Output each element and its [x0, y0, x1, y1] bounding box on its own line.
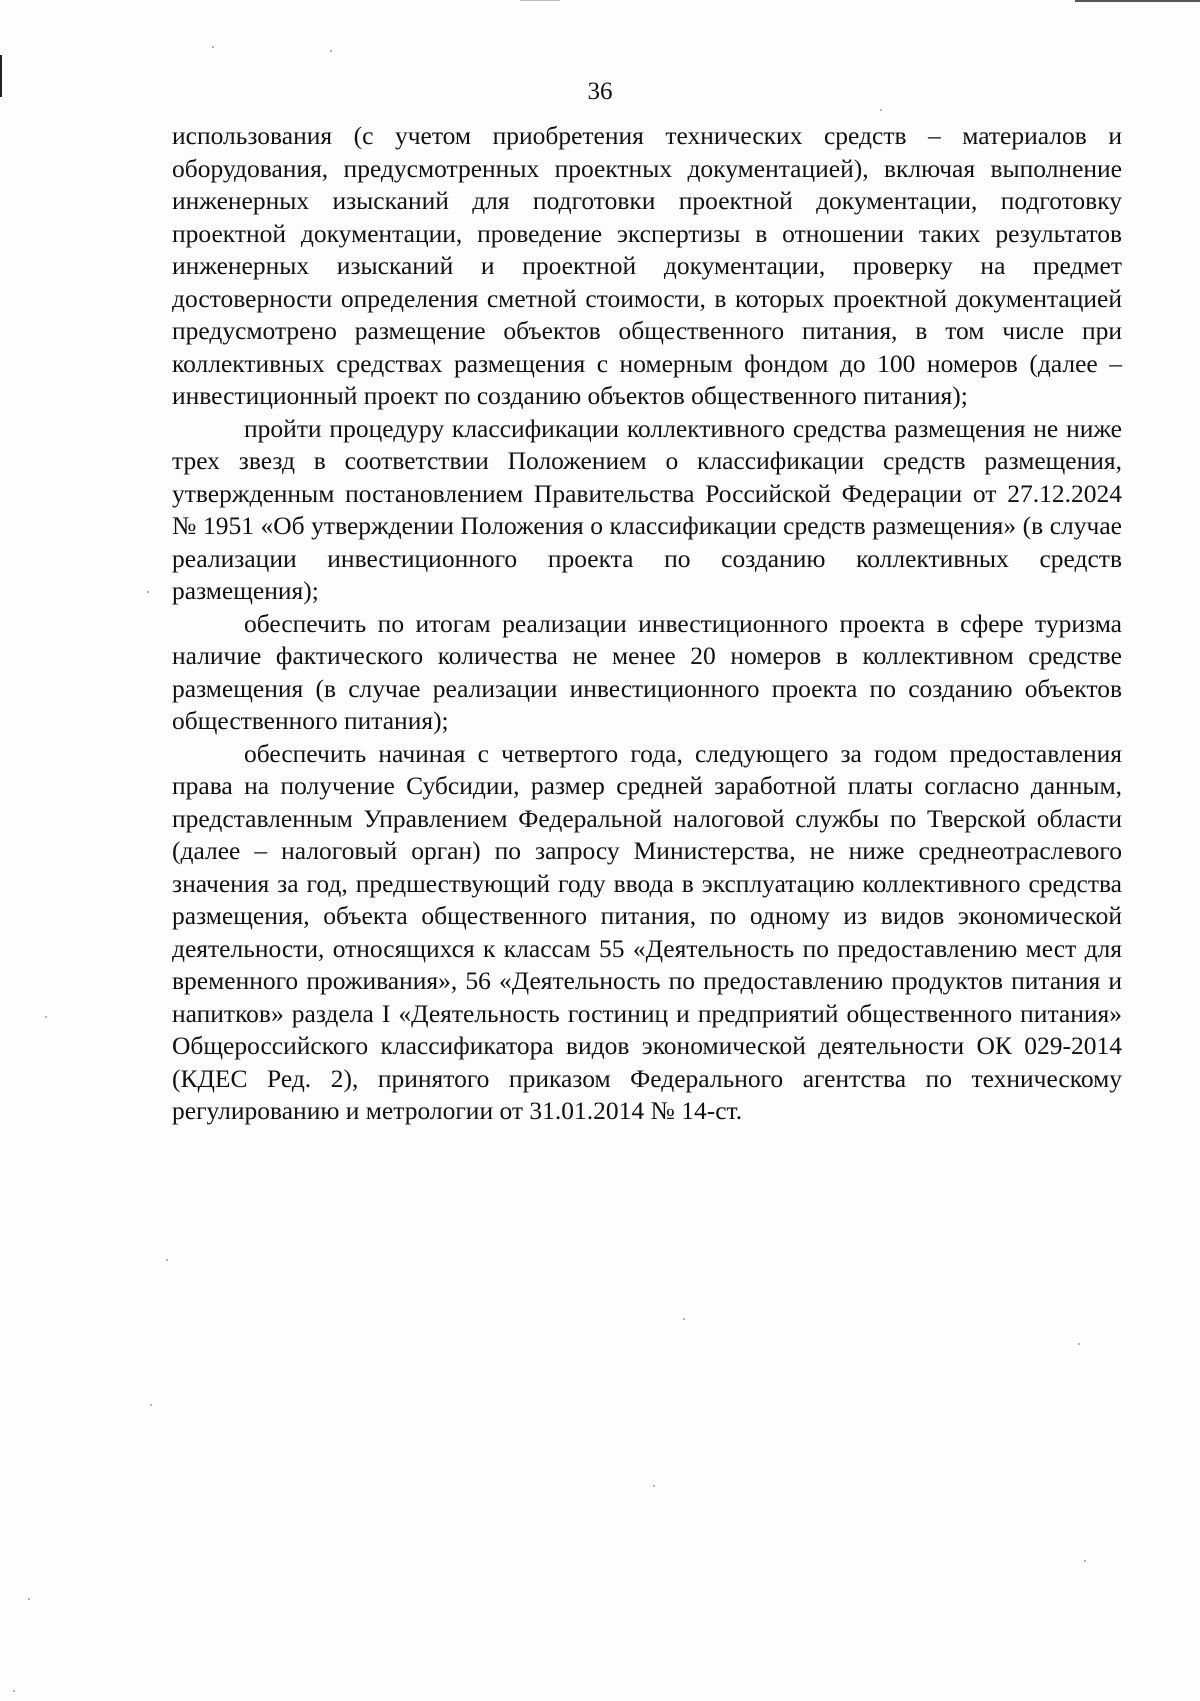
- scan-speck: [45, 1016, 47, 1018]
- page-number: 36: [587, 78, 613, 105]
- scan-speck: [166, 1259, 168, 1261]
- scan-speck: [212, 46, 214, 48]
- scan-speck: [1084, 1560, 1086, 1562]
- scan-edge-mark-top-right: [1075, 0, 1200, 2]
- paragraph-average-salary-requirement: обеспечить начиная с четвертого года, следующего за годом предоставления права на получение Субсидии, размер средней заработной платы согласно данным, представленным Управлением Федеральной налоговой службы по Тверской области (далее – налоговый орган) по запросу Министерства, не ниже среднеотраслевого значения за год, предшествующий году ввода в эксплуатацию коллективного средства размещения, объекта общественного питания, по одному из видов экономической деятельности, относящихся к классам 55 «Деятельность по предоставлению мест для временного проживания», 56 «Деятельность по предоставлению продуктов питания и напитков» раздела I «Деятельность гостиниц и предприятий общественного питания» Общероссийского классификатора видов экономической деятельности ОК 029-2014 (КДЕС Ред. 2), принятого приказом Федерального агентства по техническому регулированию и метрологии от 31.01.2014 № 14-ст.: [172, 738, 1122, 1125]
- scan-speck: [330, 50, 332, 52]
- document-body: [172, 120, 1122, 1128]
- scan-speck: [147, 591, 149, 593]
- paragraph-classification-procedure: пройти процедуру классификации коллективного средства размещения не ниже трех звезд в соответствии Положением о классификации средств размещения, утвержденным постановлением Правительства Российской Федерации от 27.12.2024 № 1951 «Об утверждении Положения о классификации средств размещения» (в случае реализации инвестиционного проекта по созданию коллективных средств размещения);: [172, 413, 1122, 605]
- scan-speck: [28, 1598, 30, 1600]
- scan-speck: [13, 1690, 15, 1692]
- scan-edge-mark-top: [520, 0, 560, 1]
- scan-speck: [880, 109, 882, 111]
- scan-speck: [653, 1485, 655, 1487]
- paragraph-room-count-requirement: обеспечить по итогам реализации инвестиционного проекта в сфере туризма наличие фактического количества не менее 20 номеров в коллективном средстве размещения (в случае реализации инвестиционного проекта по созданию объектов общественного питания);: [172, 608, 1122, 735]
- scan-speck: [150, 1404, 152, 1406]
- paragraph-investment-project-catering: использования (с учетом приобретения технических средств – материалов и оборудования, предусмотренных проектных документацией), включая выполнение инженерных изысканий для подготовки проектной документации, подготовку проектной документации, проведение экспертизы в отношении таких результатов инженерных изысканий и проектной документации, проверку на предмет достоверности определения сметной стоимости, в которых проектной документацией предусмотрено размещение объектов общественного питания, в том числе при коллективных средствах размещения с номерным фондом до 100 номеров (далее – инвестиционный проект по созданию объектов общественного питания);: [172, 121, 1122, 410]
- scan-speck: [1078, 1343, 1080, 1345]
- scan-speck: [683, 1318, 685, 1320]
